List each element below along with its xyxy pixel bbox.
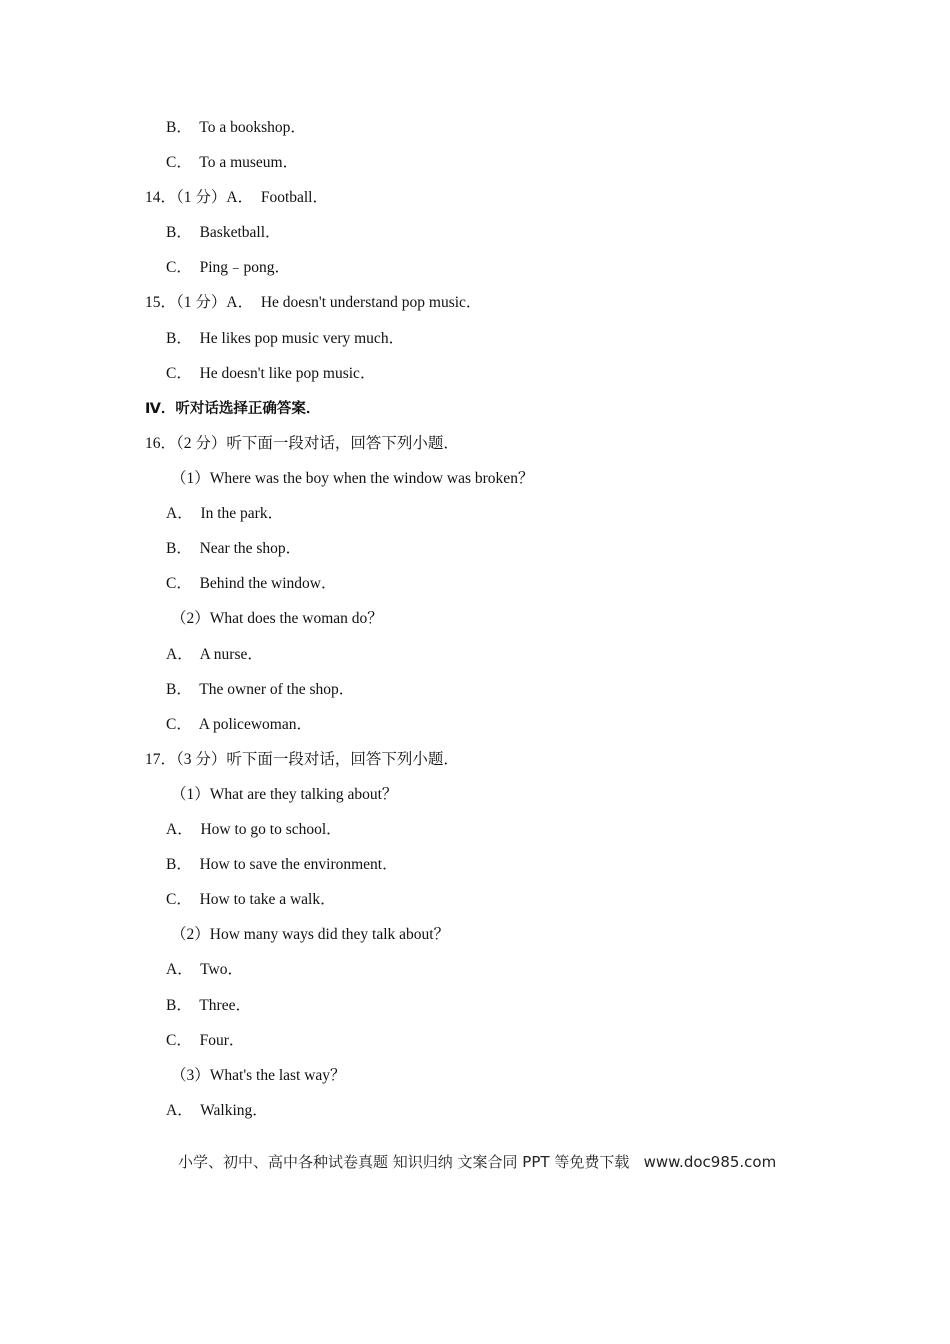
question-15: 15．（1 分）A． He doesn't understand pop music．: [145, 294, 482, 311]
option-17-3a: A． Walking．: [166, 1102, 268, 1119]
option-17-2a: A． Two．: [166, 961, 243, 978]
question-17-2: （2）How many ways did they talk about？: [171, 926, 450, 943]
option-16-1b: B． Near the shop．: [166, 540, 302, 557]
question-17-3: （3）What's the last way？: [171, 1067, 346, 1084]
option-17-2b: B． Three．: [166, 997, 251, 1014]
option-16-1a: A． In the park．: [166, 505, 284, 522]
footer-note: 小学、初中、高中各种试卷真题 知识归纳 文案合同 PPT 等免费下载 www.doc985.com: [178, 1153, 777, 1171]
question-17-1: （1）What are they talking about？: [171, 786, 398, 803]
question-17: 17．（3 分）听下面一段对话，回答下列小题．: [145, 751, 459, 768]
option-16-2b: B． The owner of the shop．: [166, 681, 355, 698]
option-13c: C． To a museum．: [166, 154, 299, 171]
option-16-2a: A． A nurse．: [166, 646, 263, 663]
option-16-1c: C． Behind the window．: [166, 575, 337, 592]
section-heading: Ⅳ．听对话选择正确答案．: [145, 401, 321, 417]
question-16-1: （1）Where was the boy when the window was broken？: [171, 470, 534, 487]
option-14c: C． Ping﹣pong．: [166, 259, 291, 276]
option-15c: C． He doesn't like pop music．: [166, 365, 376, 382]
option-14b: B． Basketball．: [166, 224, 281, 241]
option-15b: B． He likes pop music very much．: [166, 330, 405, 347]
option-17-2c: C． Four．: [166, 1032, 245, 1049]
question-16: 16．（2 分）听下面一段对话，回答下列小题．: [145, 435, 459, 452]
option-17-1b: B． How to save the environment．: [166, 856, 398, 873]
option-17-1c: C． How to take a walk．: [166, 891, 336, 908]
option-16-2c: C． A policewoman．: [166, 716, 312, 733]
question-14: 14．（1 分）A． Football．: [145, 189, 328, 206]
option-17-1a: A． How to go to school．: [166, 821, 342, 838]
question-16-2: （2）What does the woman do？: [171, 610, 383, 627]
option-13b: B． To a bookshop．: [166, 119, 306, 136]
